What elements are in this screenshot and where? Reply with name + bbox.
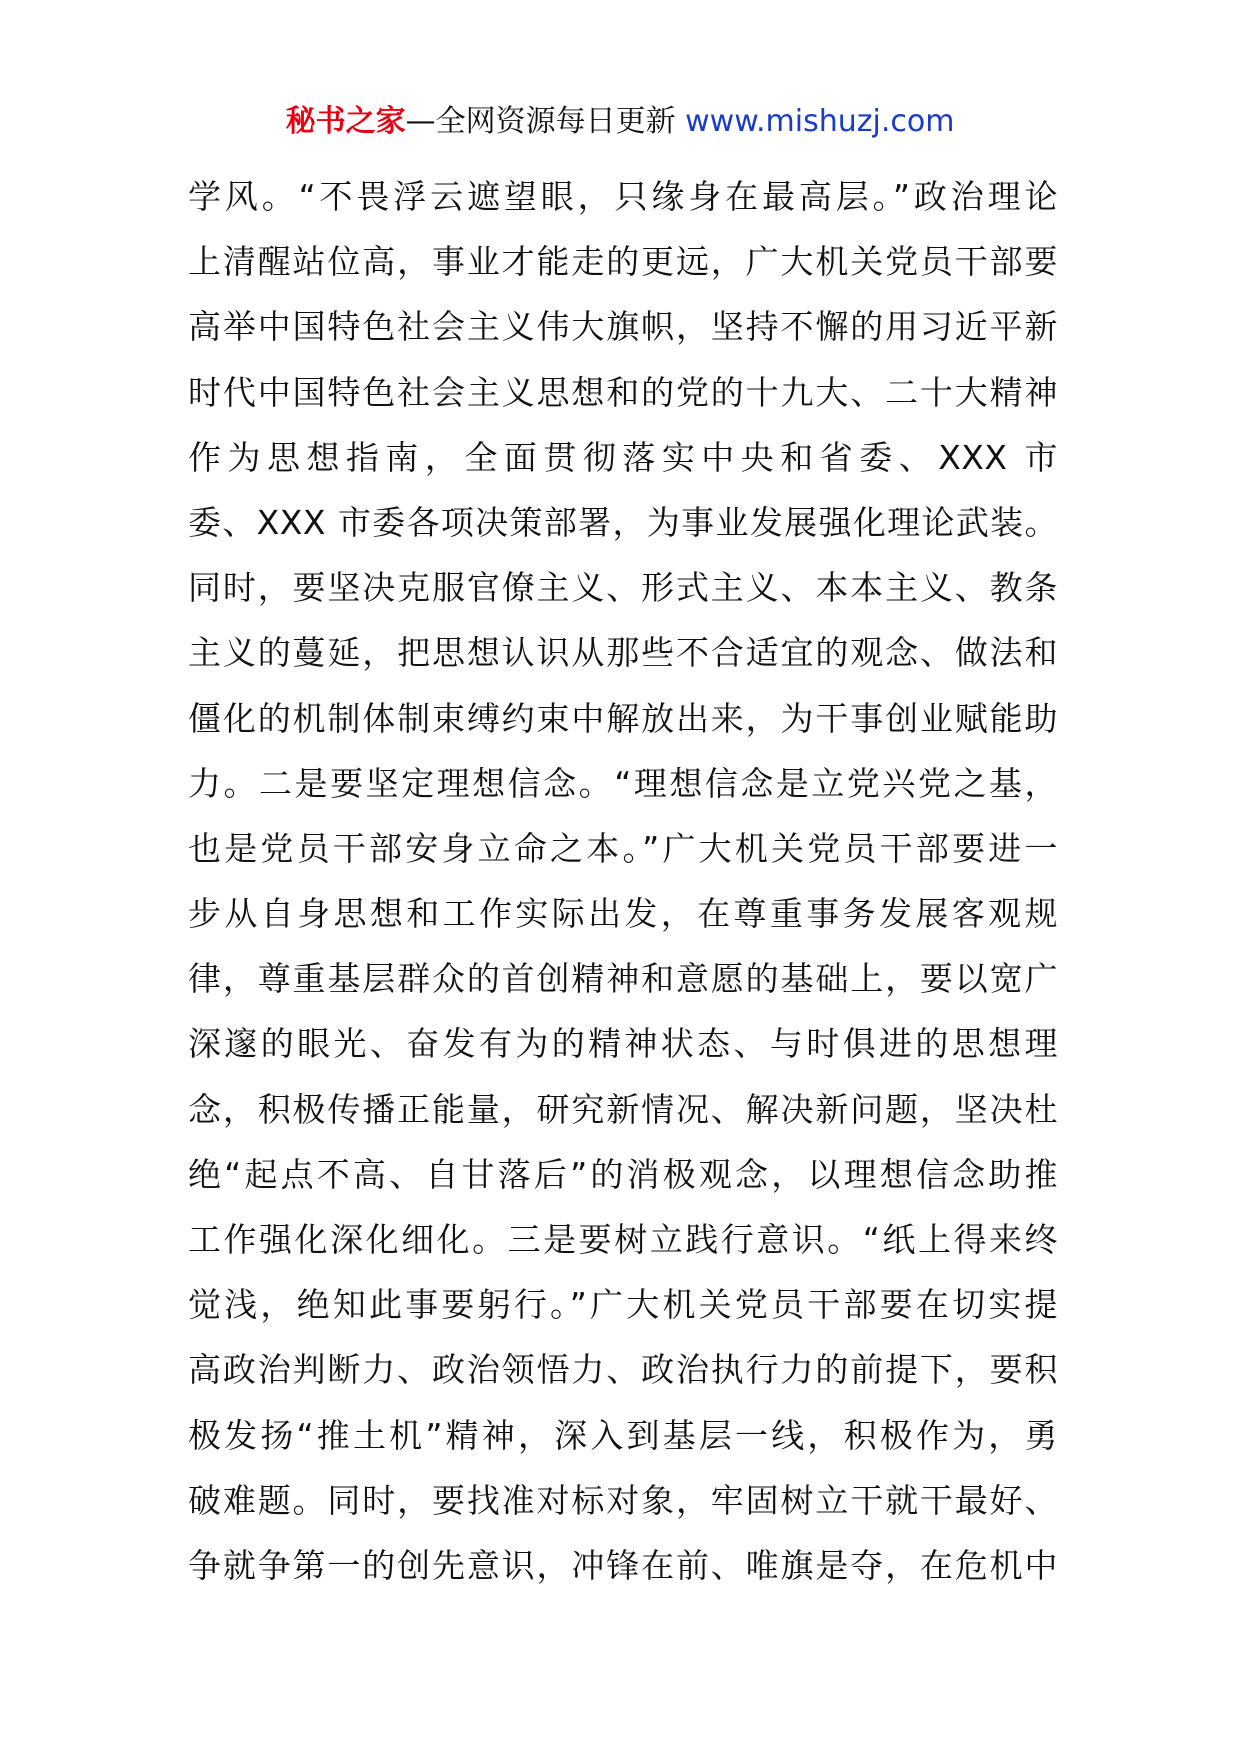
text-line: 工作强化深化细化。三是要树立践行意识。“纸上得来终 (188, 1220, 1058, 1259)
text-line: 时代中国特色社会主义思想和的党的十九大、二十大精神 (188, 372, 1058, 412)
page-header (0, 100, 1240, 144)
text-line: 高政治判断力、政治领悟力、政治执行力的前提下，要积 (188, 1350, 1058, 1390)
text-line: 委、XXX 市委各项决策部署，为事业发展强化理论武装。 (188, 502, 1058, 542)
text-line: 同时，要坚决克服官僚主义、形式主义、本本主义、教条 (188, 568, 1058, 608)
text-line: 破难题。同时，要找准对标对象，牢固树立干就干最好、 (188, 1480, 1058, 1520)
text-line: 深邃的眼光、奋发有为的精神状态、与时俱进的思想理 (188, 1024, 1058, 1064)
body-text (188, 164, 1058, 1598)
text-line: 僵化的机制体制束缚约束中解放出来，为干事创业赋能助 (188, 698, 1058, 738)
text-line: 步从自身思想和工作实际出发，在尊重事务发展客观规 (188, 894, 1058, 934)
text-line: 学风。“不畏浮云遮望眼，只缘身在最高层。”政治理论 (188, 177, 1058, 216)
text-line: 念，积极传播正能量，研究新情况、解决新问题，坚决杜 (188, 1089, 1058, 1129)
text-line: 极发扬“推土机”精神，深入到基层一线，积极作为，勇 (188, 1415, 1058, 1455)
text-line: 高举中国特色社会主义伟大旗帜，坚持不懈的用习近平新 (188, 307, 1058, 347)
text-line: 绝“起点不高、自甘落后”的消极观念，以理想信念助推 (188, 1154, 1058, 1194)
header-tagline: —全网资源每日更新 (405, 104, 686, 139)
text-line: 上清醒站位高，事业才能走的更远，广大机关党员干部要 (188, 242, 1058, 282)
brand-name: 秘书之家 (285, 104, 406, 139)
text-line: 觉浅，绝知此事要躬行。”广大机关党员干部要在切实提 (188, 1285, 1058, 1325)
text-line: 律，尊重基层群众的首创精神和意愿的基础上，要以宽广 (188, 959, 1058, 999)
text-line: 也是党员干部安身立命之本。”广大机关党员干部要进一 (188, 828, 1058, 868)
site-url-link[interactable]: www.mishuzj.com (685, 104, 955, 139)
text-line: 主义的蔓延，把思想认识从那些不合适宜的观念、做法和 (188, 633, 1058, 673)
text-line: 力。二是要坚定理想信念。“理想信念是立党兴党之基， (188, 763, 1058, 803)
text-line: 争就争第一的创先意识，冲锋在前、唯旗是夺，在危机中 (188, 1545, 1058, 1585)
text-line: 作为思想指南，全面贯彻落实中央和省委、XXX 市 (188, 437, 1058, 477)
